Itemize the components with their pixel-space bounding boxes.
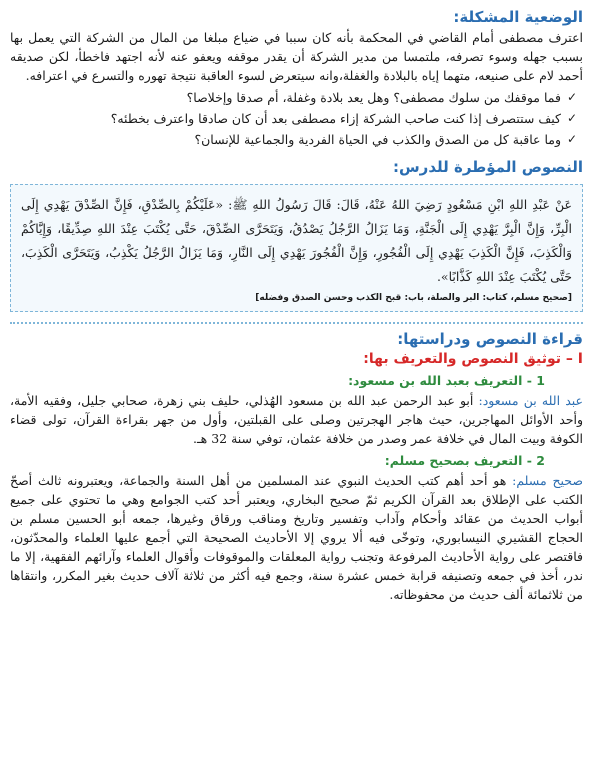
texts-heading: النصوص المؤطرة للدرس:	[392, 158, 583, 176]
list-item	[10, 87, 583, 108]
hadith-source: [صحيح مسلم، كتاب: البر والصلة، باب: قبح الكذب وحسن الصدق وفضله]	[255, 293, 572, 303]
problem-paragraph: اعترف مصطفى أمام القاضي في المحكمة بأنه كان سببا في ضياع مبلغا من المال من الشركة التي يعمل بها بسبب جهله وسوء تصرفه، ملتمسا من مدير الشركة أن يقدر موقفه ويعفو عنه لأنه اجتهد فاخطأ، لكن صديقه أحمد لام على صنيعه، متهما إياه بالبلادة والغفلة،وانه سيتعرض لسوء العاقبة نتيجة تهوره والتسرع في اعترافه.	[10, 30, 583, 83]
question-text: فما موقفك من سلوك مصطفى؟ وهل يعد بلادة وغفلة، أم صدقا وإخلاصا؟	[186, 90, 561, 105]
sub1-text: أبو عبد الرحمن عبد الله بن مسعود الهُذلي، حليف بني زهرة، صحابي جليل، وفقيه الأمة، وأحد الأوائل المهاجرين، حيث هاجر الهجرتين وصلى على القبلتين، وأول من جهر بقراءة القرآن، تولى قضاء الكوفة وبيت المال في خلافة عمر وصدر من خلافة عثمان، توفي سنة 32 هـ.	[10, 393, 583, 446]
checkmark-icon: ✓	[566, 132, 577, 146]
question-text: كيف ستتصرف إذا كنت صاحب الشركة إزاء مصطفى بعد أن كان صادقا واعترف بخطئه؟	[110, 111, 561, 126]
hadith-box	[10, 184, 583, 312]
sub2-heading: 2 - التعريف بصحيح مسلم:	[384, 453, 545, 468]
section1-heading: I – توثيق النصوص والتعريف بها:	[363, 351, 583, 367]
question-text: وما عاقبة كل من الصدق والكذب في الحياة الفردية والجماعية للإنسان؟	[194, 132, 561, 147]
section-divider	[10, 322, 583, 324]
list-item	[10, 129, 583, 150]
sub2-paragraph	[10, 471, 583, 604]
checkmark-icon: ✓	[566, 111, 577, 125]
sub1-paragraph	[10, 391, 583, 448]
sub1-heading: 1 - التعريف بعبد الله بن مسعود:	[348, 373, 545, 388]
sub1-term: عبد الله بن مسعود:	[478, 393, 583, 408]
sub2-text: هو أحد أهم كتب الحديث النبوي عند المسلمين من أهل السنة والجماعة، ويعتبرونه ثالث أصحّ الكتب على الإطلاق بعد القرآن الكريم ثمّ صحيح البخاري، ويعتبر أحد كتب الجوامع وهي ما تحتوي على جميع أبواب الحديث من عقائد وأحكام وآداب وتفسير وتاريخ ومناقب ورقاق وغيرها، جمعه أبو الحسين مسلم بن الحجاج القشيري النيسابوري، وتوخّى فيه ألا يروي إلا الأحاديث الصحيحة التي أجمع عليها العلماء والمحدّثون، فاقتصر على رواية الأحاديث المرفوعة وتجنب رواية المعلقات والموقوفات وأقوال العلماء وآرائهم الفقهية، إلا ما ندر، أخذ في جمعه وتصنيفه قرابة خمس عشرة سنة، وجمع فيه أكثر من ثلاثة آلاف حديث بغير المكرر، وانتقاها من ثلاثمائة ألف حديث من محفوظاته.	[10, 473, 583, 602]
checkmark-icon: ✓	[566, 90, 577, 104]
hadith-text: عَنْ عَبْدِ اللهِ ابْنِ مَسْعُودٍ رَضِيَ اللهُ عَنْهُ، قَالَ: قَالَ رَسُولُ اللهِ ﷺ: «عَلَيْكُمْ بِالصِّدْقِ، فَإِنَّ الصِّدْقَ يَهْدِي إِلَى الْبِرِّ، وَإِنَّ الْبِرَّ يَهْدِي إِلَى الْجَنَّةِ، وَمَا يَزَالُ الرَّجُلُ يَصْدُقُ، وَيَتَحَرَّى الصِّدْقَ، حَتَّى يُكْتَبَ عِنْدَ اللهِ صِدِّيقًا، وَإِيَّاكُمْ وَالْكَذِبَ، فَإِنَّ الْكَذِبَ يَهْدِي إِلَى الْفُجُورِ، وَإِنَّ الْفُجُورَ يَهْدِي إِلَى النَّارِ، وَمَا يَزَالُ الرَّجُلُ يَكْذِبُ، وَيَتَحَرَّى الْكَذِبَ، حَتَّى يُكْتَبَ عِنْدَ اللهِ كَذَّابًا».	[21, 197, 572, 284]
list-item	[10, 108, 583, 129]
study-heading: قراءة النصوص ودراستها:	[397, 330, 583, 348]
question-list	[10, 87, 583, 150]
problem-heading: الوضعية المشكلة:	[453, 8, 583, 26]
sub2-term: صحيح مسلم:	[512, 473, 583, 488]
